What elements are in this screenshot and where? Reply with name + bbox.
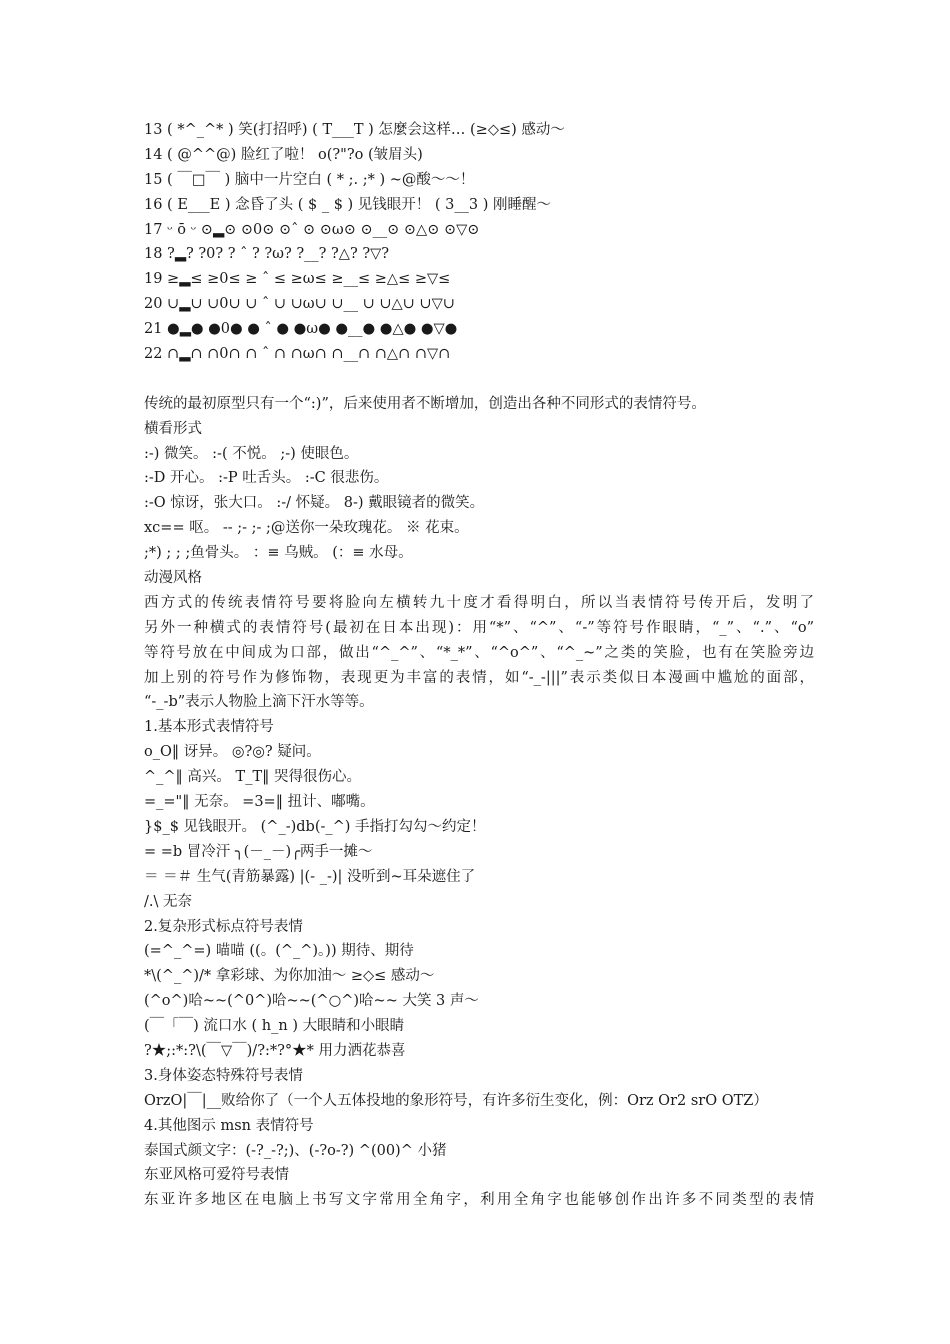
list-item: (^o^)哈~~(^0^)哈~~(^○^)哈~~ 大笑 3 声～	[144, 993, 479, 1010]
list-item: :-D 开心。 :-P 吐舌头。 :-C 很悲伤。	[144, 470, 389, 487]
list-item: 18 ?▂? ?0? ? ˆ ? ?ω? ?__? ?△? ?▽?	[144, 246, 390, 263]
document-page	[144, 118, 814, 1213]
basic-form-section	[144, 715, 814, 914]
list-item: 17 ᵕ ō ᵕ ⊙▂⊙ ⊙0⊙ ⊙ˆ ⊙ ⊙ω⊙ ⊙__⊙ ⊙△⊙ ⊙▽⊙	[144, 221, 480, 238]
list-item: 21 ●▂● ●0● ● ˆ ● ●ω● ●__● ●△● ●▽●	[144, 321, 458, 338]
anime-section	[144, 566, 814, 715]
list-item: 19 ≥▂≤ ≥0≤ ≥ ˆ ≤ ≥ω≤ ≥__≤ ≥△≤ ≥▽≤	[144, 271, 451, 288]
list-item: =_="‖ 无奈。 =3=‖ 扭计、嘟嘴。	[144, 794, 375, 811]
paragraph-line: 西方式的传统表情符号要将脸向左横转九十度才看得明白，所以当表情符号传开后，发明了	[144, 594, 814, 611]
section-heading: 横看形式	[144, 420, 202, 437]
anime-paragraph	[144, 591, 814, 715]
east-asia-section	[144, 1163, 814, 1213]
list-item: (￣「￣) 流口水 ( h_n ) 大眼睛和小眼睛	[144, 1018, 405, 1035]
list-item: /.\ 无奈	[144, 893, 192, 910]
list-item: 15 ( ￣□￣ ) 脑中一片空白 ( * ;. ;* ) ~@酸～～！	[144, 171, 475, 188]
list-item: ^_^‖ 高兴。 T_T‖ 哭得很伤心。	[144, 769, 361, 786]
list-item: *\(^_^)/* 拿彩球、为你加油～ ≥◇≤ 感动～	[144, 968, 435, 985]
east-asia-paragraph	[144, 1188, 814, 1213]
body-posture-section	[144, 1064, 814, 1114]
paragraph-line: 另外一种横式的表情符号(最初在日本出现)：用“*”、“^”、“-”等符号作眼睛，“_”、“.”、“o”	[144, 619, 814, 636]
list-item: 13 ( *^_^* ) 笑(打招呼) ( T___T ) 怎麼会这样… (≥◇≤) 感动～	[144, 122, 565, 138]
paragraph-line: 等符号放在中间成为口部，做出“^_^”、“*_*”、“^o^”、“^_~”之类的笑脸，也有在笑脸旁边	[144, 644, 814, 661]
list-item: ?★;:*:?\(￣▽￣)/?:*?°★* 用力洒花恭喜	[144, 1042, 406, 1059]
list-item: :-O 惊讶，张大口。 :-/ 怀疑。 8-) 戴眼镜者的微笑。	[144, 495, 485, 512]
list-item: 16 ( E___E ) 念昏了头 ( $ _ $ ) 见钱眼开！ ( 3__3 ) 刚睡醒～	[144, 196, 551, 213]
list-item: 20 ∪▂∪ ∪0∪ ∪ ˆ ∪ ∪ω∪ ∪__ ∪ ∪△∪ ∪▽∪	[144, 296, 455, 313]
paragraph-line: “-_-b”表示人物脸上滴下汗水等等。	[144, 694, 374, 711]
complex-form-section	[144, 915, 814, 1064]
section-heading: 4.其他图示 msn 表情符号	[144, 1117, 314, 1134]
list-item: :-) 微笑。 :-( 不悦。 ;-) 使眼色。	[144, 445, 359, 462]
list-item: o_O‖ 讶异。 ◎?◎? 疑问。	[144, 744, 321, 761]
blank-line	[144, 367, 814, 392]
paragraph-line: 加上别的符号作为修饰物，表现更为丰富的表情，如“-_-|||”表示类似日本漫画中尴尬的面部，	[144, 669, 814, 686]
section-heading: 东亚风格可爱符号表情	[144, 1167, 289, 1184]
list-item: (=^_^=) 喵喵 ((。(^_^)。)) 期待、期待	[144, 943, 414, 960]
list-item: 14 ( @^^@) 脸红了啦！ o(?"?o (皱眉头)	[144, 146, 423, 163]
horizontal-section	[144, 417, 814, 566]
section-heading: 2.复杂形式标点符号表情	[144, 918, 303, 935]
paragraph-line: 东亚许多地区在电脑上书写文字常用全角字，利用全角字也能够创作出许多不同类型的表情	[144, 1192, 814, 1209]
section-heading: 动漫风格	[144, 570, 202, 587]
list-item: 22 ∩▂∩ ∩0∩ ∩ ˆ ∩ ∩ω∩ ∩__∩ ∩△∩ ∩▽∩	[144, 346, 451, 363]
msn-section	[144, 1114, 814, 1164]
list-item: ;*) ; ; ;鱼骨头。 ：≡ 乌贼。 (：≡ 水母。	[144, 545, 413, 562]
list-item: ＝ ＝＃ 生气(青筋暴露) |(- _-)| 没听到~耳朵遮住了	[144, 868, 476, 885]
section-heading: 3.身体姿态特殊符号表情	[144, 1067, 303, 1084]
list-item: }$_$ 见钱眼开。 (^_-)db(-_^) 手指打勾勾～约定！	[144, 818, 486, 835]
intro-text: 传统的最初原型只有一个“:)”，后来使用者不断增加，创造出各种不同形式的表情符号。	[144, 395, 706, 412]
list-item: 泰国式颜文字：(-?_-?;)、(-?o-?) ^(00)^ 小猪	[144, 1142, 447, 1159]
list-item: = =b 冒冷汗 ╮(－_－)╭两手一摊～	[144, 843, 373, 860]
list-item: xc== 呕。 -- ;- ;- ;@送你一朵玫瑰花。 ※ 花束。	[144, 520, 469, 537]
list-item: OrzO|￣|__败给你了（一个人五体投地的象形符号，有许多衍生变化，例：Orz Or2 srO OTZ）	[144, 1092, 768, 1109]
numbered-emoticon-list	[144, 118, 814, 367]
section-heading: 1.基本形式表情符号	[144, 719, 274, 736]
